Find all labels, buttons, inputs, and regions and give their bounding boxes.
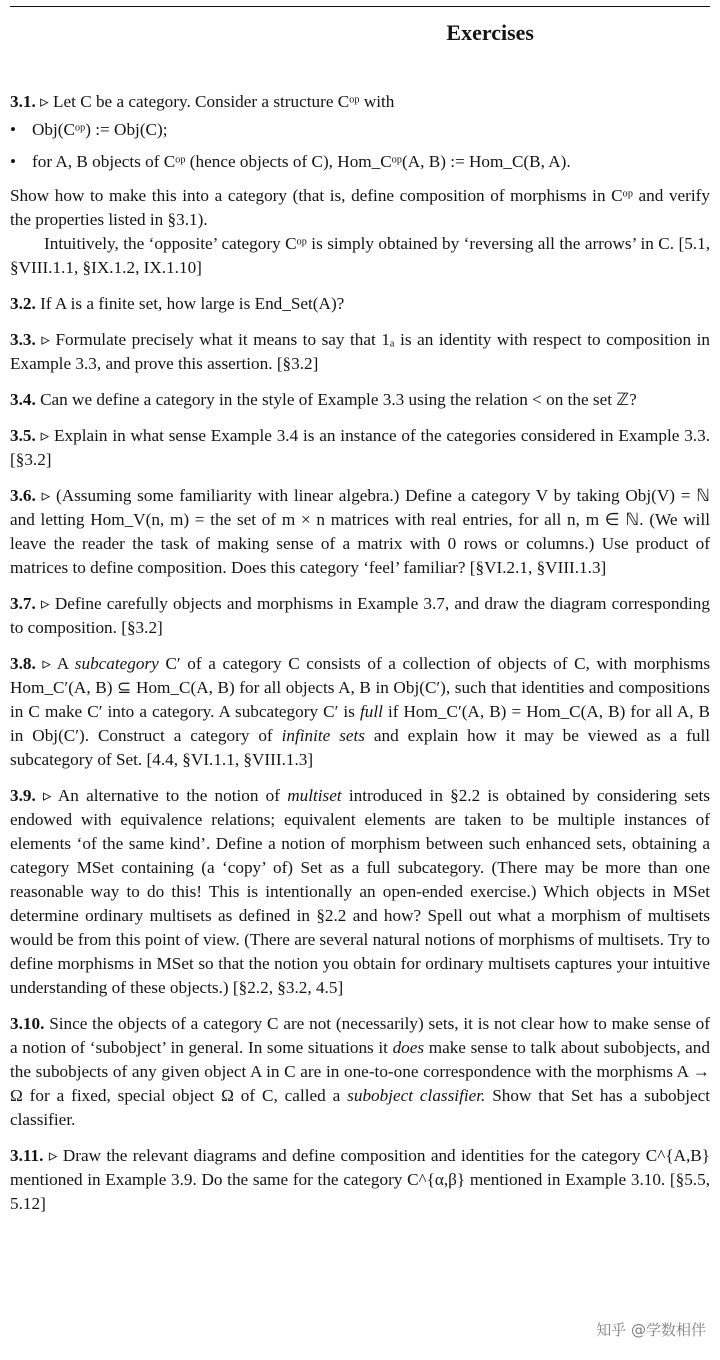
exercise-text: make sense to talk about subobjects, and the subobjects of any given object A in C are in one-to-one correspondence with the morphisms A → Ω for a fixed, special object Ω of C, called a — [10, 1038, 710, 1105]
exercise-text: Intuitively, the ‘opposite’ category Cᵒᵖ is simply obtained by ‘reversing all the arrows’ in C. [5.1, §VIII.1.1, §IX.1.2, IX.1.10] — [10, 234, 710, 277]
exercise-3-11 — [10, 1144, 710, 1216]
exercise-text: ▹ Explain in what sense Example 3.4 is an instance of the categories considered in Example 3.3. [§3.2] — [10, 426, 710, 469]
exercise-text: Show that Set has a subobject classifier. — [10, 1086, 711, 1129]
exercise-text: ▹ Formulate precisely what it means to say that 1ₐ is an identity with respect to composition in Example 3.3, and prove this assertion. [§3.2] — [10, 330, 710, 373]
exercise-text: ▹ A — [42, 654, 69, 673]
exercise-3-6 — [10, 484, 710, 580]
exercise-text: ▹ Let C be a category. Consider a structure Cᵒᵖ with — [40, 92, 395, 111]
exercise-3-8 — [10, 652, 710, 772]
exercise-number: 3.2. — [10, 294, 36, 313]
exercise-text: and explain how it may be viewed as a full subcategory of Set. [4.4, §VI.1.1, §VIII.1.3] — [10, 726, 711, 769]
defined-term: subobject classifier. — [347, 1086, 486, 1105]
exercise-number: 3.8. — [10, 654, 36, 673]
exercise-list — [10, 90, 710, 1228]
exercise-text: Show how to make this into a category (that is, define composition of morphisms in Cᵒᵖ and verify the properties listed in §3.1). — [10, 186, 710, 229]
exercise-number: 3.10. — [10, 1014, 45, 1033]
exercise-3-9 — [10, 784, 710, 1000]
exercise-number: 3.3. — [10, 330, 36, 349]
exercise-text: ▹ Define carefully objects and morphisms in Example 3.7, and draw the diagram corresponding to composition. [§3.2] — [10, 594, 710, 637]
exercise-3-1 — [10, 90, 710, 280]
exercise-number: 3.5. — [10, 426, 36, 445]
exercise-text: Since the objects of a category C are not (necessarily) sets, it is not clear how to make sense of a notion of ‘subobject’ in general. In some situations it — [10, 1014, 710, 1057]
exercise-text: ▹ Draw the relevant diagrams and define composition and identities for the category C^{A,B} mentioned in Example 3.9. Do the same for the category C^{α,β} mentioned in Example 3.10. [§5.5, 5.12] — [10, 1146, 710, 1213]
exercise-3-7 — [10, 592, 710, 640]
exercise-number: 3.11. — [10, 1146, 44, 1165]
defined-term: multiset — [287, 786, 342, 805]
exercise-text: ▹ An alternative to the notion of — [42, 786, 280, 805]
exercise-3-5 — [10, 424, 710, 472]
exercise-3-4 — [10, 388, 710, 412]
exercise-3-10 — [10, 1012, 710, 1132]
exercise-number: 3.6. — [10, 486, 36, 505]
exercise-number: 3.7. — [10, 594, 36, 613]
exercise-number: 3.9. — [10, 786, 36, 805]
page-title: Exercises — [446, 20, 534, 45]
bullet-icon: • — [10, 120, 17, 139]
defined-term: full — [359, 702, 383, 721]
exercise-text: C′ of a category C consists of a collection of objects of C, with morphisms Hom_C′(A, B) ⊆ Hom_C(A, B) for all objects A, B in Obj(C′), such that identities and compositions in C make C′ into a category. A subcategory C′ is — [10, 654, 711, 721]
exercise-3-2 — [10, 292, 710, 316]
bullet-text: Obj(Cᵒᵖ) := Obj(C); — [32, 120, 168, 139]
bullet-text: for A, B objects of Cᵒᵖ (hence objects of C), Hom_Cᵒᵖ(A, B) := Hom_C(B, A). — [32, 152, 571, 171]
exercise-text: ▹ (Assuming some familiarity with linear algebra.) Define a category V by taking Obj(V) = ℕ and letting Hom_V(n, m) = the set of m × n matrices with real entries, for all n, m ∈ ℕ. (We will leave the reader the task of making sense of a matrix with 0 rows or columns.) Use product of matrices to define composition. Does this category ‘feel’ familiar? [§VI.2.1, §VIII.1.3] — [10, 486, 710, 577]
defined-term: infinite sets — [281, 726, 365, 745]
exercise-text: introduced in §2.2 is obtained by considering sets endowed with equivalence relations; equivalent elements are taken to be multiple instances of elements ‘of the same kind’. Define a notion of morphism between such enhanced sets, obtaining a category MSet containing (a ‘copy’ of) Set as a full subcategory. (There may be more than one reasonable way to do this! This is intentionally an open-ended exercise.) Which objects in MSet determine ordinary multisets as defined in §2.2 and how? Spell out what a morphism of multisets would be from this point of view. (There are several natural notions of morphisms of multisets. Try to define morphisms in MSet so that the notion you obtain for ordinary multisets captures your intuitive understanding of these objects.) [§2.2, §3.2, 4.5] — [10, 786, 710, 997]
exercise-3-3 — [10, 328, 710, 376]
defined-term: does — [392, 1038, 425, 1057]
zhihu-watermark: 知乎 @学数相伴 — [596, 1321, 706, 1339]
defined-term: subcategory — [74, 654, 159, 673]
exercise-number: 3.4. — [10, 390, 36, 409]
exercise-text: If A is a finite set, how large is End_Set(A)? — [40, 294, 345, 313]
exercise-text: Can we define a category in the style of Example 3.3 using the relation < on the set ℤ? — [40, 390, 637, 409]
bullet-icon: • — [10, 152, 17, 171]
header-rule — [10, 6, 710, 7]
exercise-3-1-intro — [10, 90, 710, 114]
bullet-item — [10, 114, 710, 146]
exercise-text: if Hom_C′(A, B) = Hom_C(A, B) for all A, B in Obj(C′). Construct a category of — [10, 702, 711, 745]
exercise-number: 3.1. — [10, 92, 36, 111]
bullet-item — [10, 146, 710, 178]
